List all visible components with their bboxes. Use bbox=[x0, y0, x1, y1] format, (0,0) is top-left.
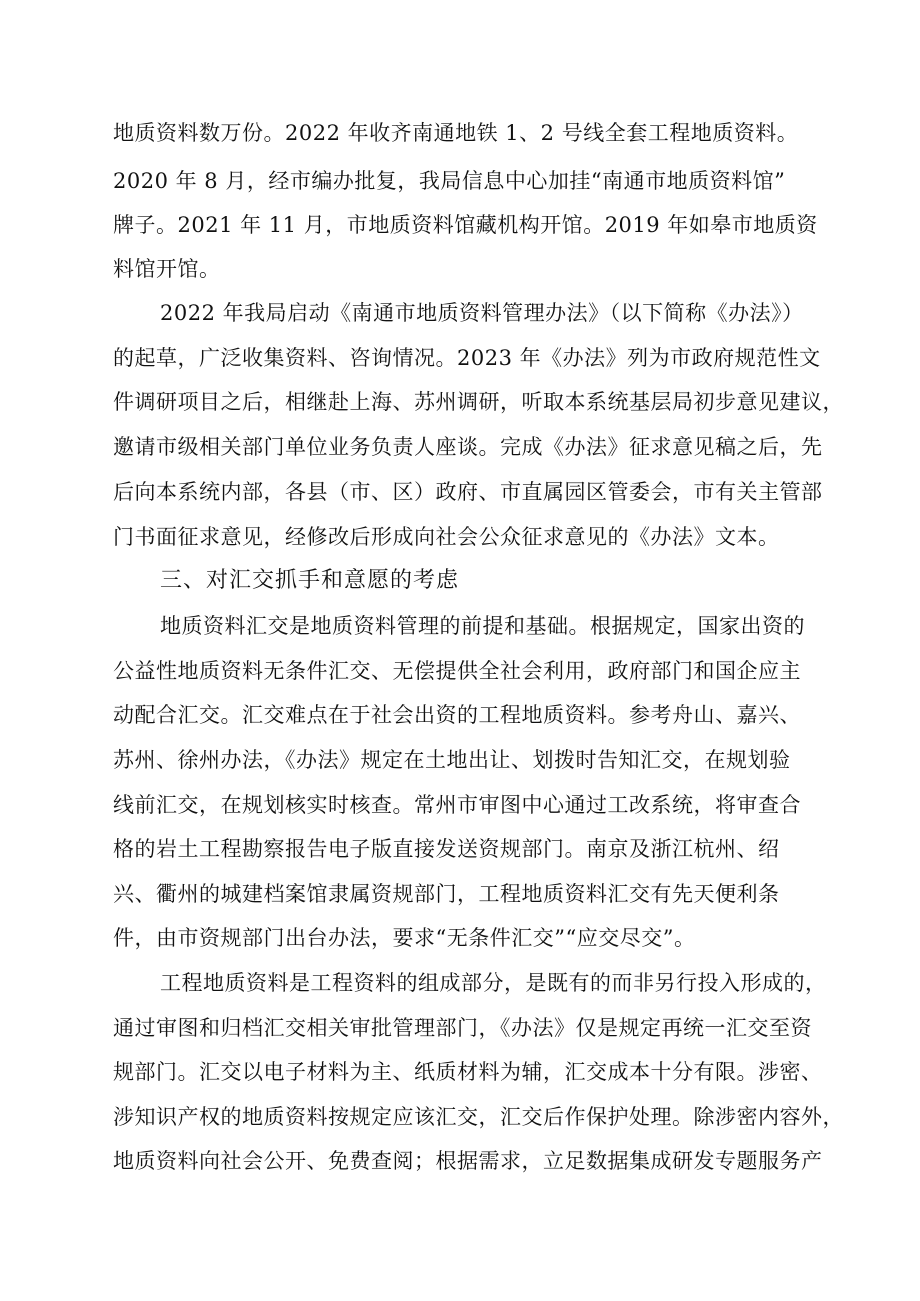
paragraph-line: 地质资料向社会公开、免费查阅；根据需求，立足数据集成研发专题服务产 bbox=[113, 1149, 823, 1173]
paragraph-line: 工程地质资料是工程资料的组成部分，是既有的而非另行投入形成的， bbox=[160, 971, 827, 995]
paragraph-line: 的起草，广泛收集资料、咨询情况。2023 年《办法》列为市政府规范性文 bbox=[113, 346, 821, 370]
paragraph-line: 公益性地质资料无条件汇交、无偿提供全社会利用，政府部门和国企应主 bbox=[113, 659, 801, 683]
paragraph-line: 件，由市资规部门出台办法，要求“无条件汇交”“应交尽交”。 bbox=[113, 926, 696, 950]
paragraph-line: 2022 年我局启动《南通市地质资料管理办法》（以下简称《办法》） bbox=[160, 301, 804, 325]
paragraph-line: 苏州、徐州办法，《办法》规定在土地出让、划拨时告知汇交，在规划验 bbox=[113, 748, 791, 772]
paragraph-line: 通过审图和归档汇交相关审批管理部门，《办法》仅是规定再统一汇交至资 bbox=[113, 1016, 812, 1040]
paragraph-line: 地质资料汇交是地质资料管理的前提和基础。根据规定，国家出资的 bbox=[160, 614, 805, 638]
paragraph-line: 邀请市级相关部门单位业务负责人座谈。完成《办法》征求意见稿之后，先 bbox=[113, 435, 823, 459]
paragraph-line: 2020 年 8 月，经市编办批复，我局信息中心加挂“南通市地质资料馆” bbox=[113, 169, 786, 193]
paragraph-line: 地质资料数万份。2022 年收齐南通地铁 1、2 号线全套工程地质资料。 bbox=[113, 121, 799, 145]
paragraph-line: 门书面征求意见，经修改后形成向社会公众征求意见的《办法》文本。 bbox=[113, 525, 780, 549]
paragraph-line: 线前汇交，在规划核实时核查。常州市审图中心通过工改系统，将审查合 bbox=[113, 793, 801, 817]
paragraph-line: 规部门。汇交以电子材料为主、纸质材料为辅，汇交成本十分有限。涉密、 bbox=[113, 1060, 823, 1084]
paragraph-line: 兴、衢州的城建档案馆隶属资规部门，工程地质资料汇交有先天便利条 bbox=[113, 882, 780, 906]
section-heading: 三、对汇交抓手和意愿的考虑 bbox=[160, 568, 460, 593]
paragraph-line: 料馆开馆。 bbox=[113, 257, 221, 281]
paragraph-line: 牌子。2021 年 11 月，市地质资料馆藏机构开馆。2019 年如皋市地质资 bbox=[113, 213, 818, 237]
paragraph-line: 动配合汇交。汇交难点在于社会出资的工程地质资料。参考舟山、嘉兴、 bbox=[113, 703, 801, 727]
paragraph-line: 格的岩土工程勘察报告电子版直接发送资规部门。南京及浙江杭州、绍 bbox=[113, 837, 780, 861]
paragraph-line: 件调研项目之后，相继赴上海、苏州调研，听取本系统基层局初步意见建议， bbox=[113, 390, 844, 414]
paragraph-line: 涉知识产权的地质资料按规定应该汇交，汇交后作保护处理。除涉密内容外， bbox=[113, 1105, 844, 1129]
paragraph-line: 后向本系统内部，各县（市、区）政府、市直属园区管委会，市有关主管部 bbox=[113, 480, 823, 504]
